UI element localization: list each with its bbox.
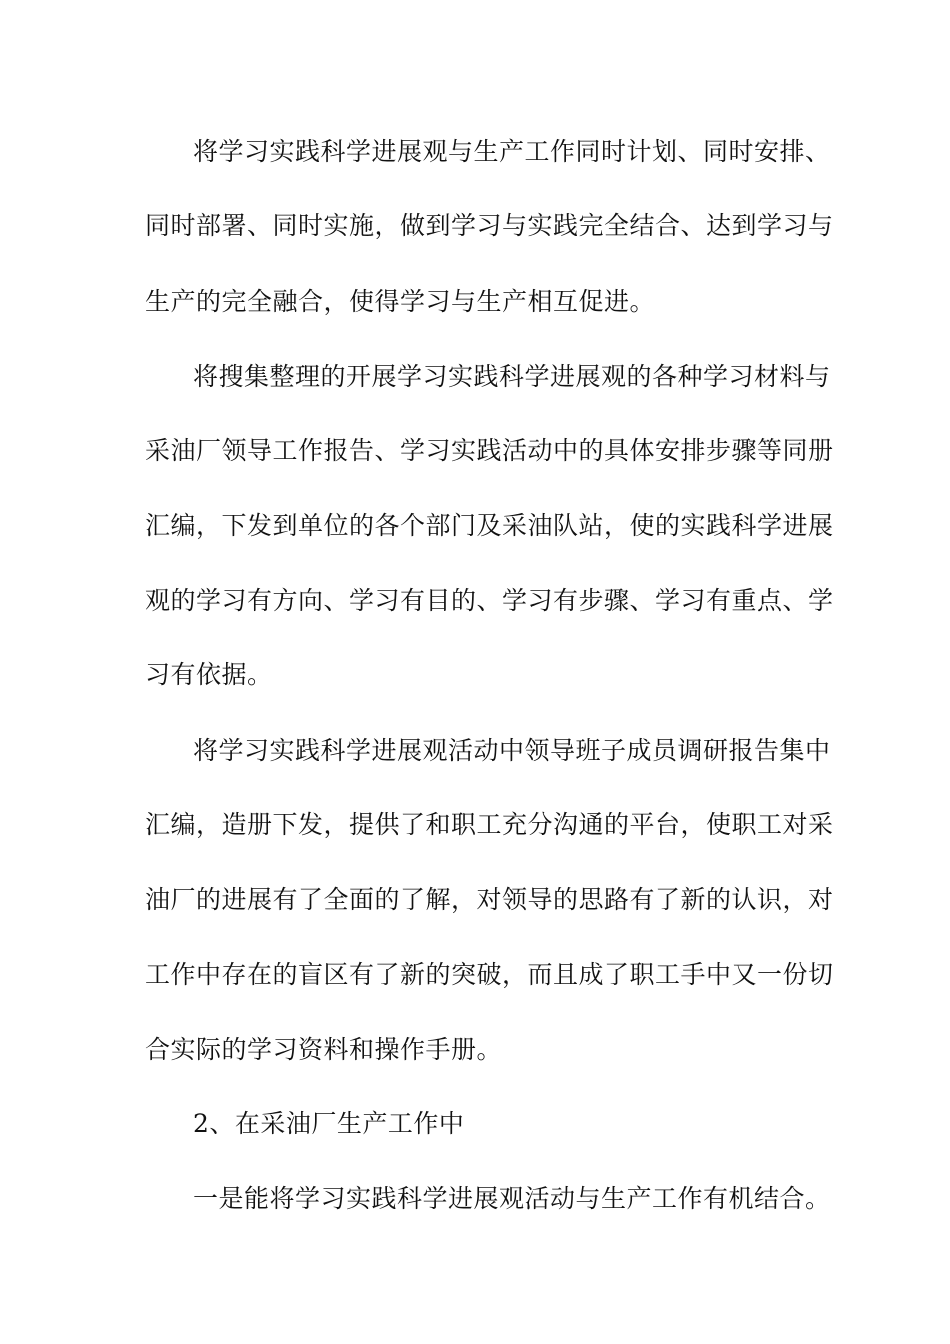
paragraph-3-line-4: 工作中存在的盲区有了新的突破，而且成了职工手中又一份切 [145, 960, 834, 989]
paragraph-3-line-1: 将学习实践科学进展观活动中领导班子成员调研报告集中 [193, 736, 831, 765]
paragraph-1-line-1: 将学习实践科学进展观与生产工作同时计划、同时安排、 [193, 137, 831, 166]
paragraph-2-line-4: 观的学习有方向、学习有目的、学习有步骤、学习有重点、学 [145, 586, 834, 615]
paragraph-1-line-3: 生产的完全融合，使得学习与生产相互促进。 [145, 287, 656, 316]
paragraph-3-line-3: 油厂的进展有了全面的了解，对领导的思路有了新的认识，对 [145, 885, 834, 914]
paragraph-2-line-2: 采油厂领导工作报告、学习实践活动中的具体安排步骤等同册 [145, 436, 834, 465]
paragraph-3-line-2: 汇编，造册下发，提供了和职工充分沟通的平台，使职工对采 [145, 810, 834, 839]
paragraph-2-line-3: 汇编，下发到单位的各个部门及采油队站，使的实践科学进展 [145, 511, 834, 540]
paragraph-4-line-1: 一是能将学习实践科学进展观活动与生产工作有机结合。 [193, 1184, 831, 1213]
paragraph-2-line-5: 习有依据。 [145, 660, 273, 689]
paragraph-2-line-1: 将搜集整理的开展学习实践科学进展观的各种学习材料与 [193, 362, 831, 391]
section-heading: 2、在采油厂生产工作中 [193, 1109, 465, 1138]
paragraph-3-line-5: 合实际的学习资料和操作手册。 [145, 1035, 503, 1064]
paragraph-1-line-2: 同时部署、同时实施，做到学习与实践完全结合、达到学习与 [145, 211, 834, 240]
